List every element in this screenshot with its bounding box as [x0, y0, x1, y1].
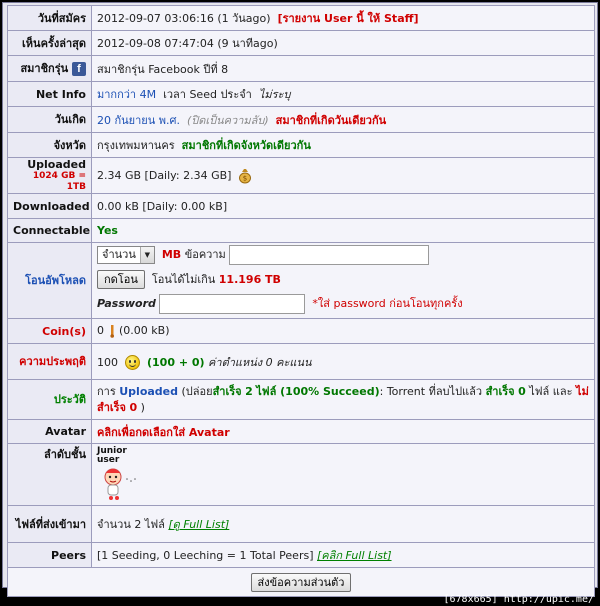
transfer-row-3: [97, 293, 589, 317]
rank-badge: [97, 447, 153, 501]
behavior-label: ความประพฤติ: [8, 344, 92, 380]
join-date-value: 2012-09-07 03:06:16 (1 วันago): [97, 12, 271, 25]
transfer-cell: [92, 243, 595, 319]
history-prefix: การ: [97, 384, 116, 398]
behavior-score: 100: [97, 355, 118, 369]
seed-time-prefix: เวลา Seed ประจำ: [163, 88, 252, 101]
history-success-count: 2: [245, 384, 253, 398]
member-gen-value: สมาชิกรุ่น Facebook ปีที่ 8: [92, 56, 595, 82]
birthday-label: วันเกิด: [8, 107, 92, 133]
password-label: Password: [97, 297, 156, 310]
connectable-cell: [92, 219, 595, 243]
history-fail-count: 0: [129, 400, 138, 414]
profile-frame: [2, 2, 598, 588]
peers-value: [1 Seeding, 0 Leeching = 1 Total Peers]: [97, 549, 314, 562]
history-uploaded-word: Uploaded: [119, 384, 179, 398]
history-and-word: และ: [552, 384, 573, 398]
rank-label: ลำดับชั้น: [8, 444, 92, 506]
bag-icon: [238, 168, 252, 184]
history-deleted-word: สำเร็จ: [485, 384, 515, 398]
uploaded-label: Uploaded: [27, 158, 86, 171]
transfer-limit-value: 11.196 TB: [218, 273, 281, 286]
member-gen-label-cell: [8, 56, 92, 82]
history-success-word: สำเร็จ: [212, 384, 242, 398]
send-message-row: [8, 568, 595, 597]
province-value: กรุงเทพมหานคร: [97, 139, 175, 152]
birthday-cell: [92, 107, 595, 133]
behavior-formula: (100 + 0): [147, 355, 205, 369]
svg-text:$: $: [243, 174, 248, 182]
password-input[interactable]: [159, 294, 305, 314]
province-cell: [92, 133, 595, 158]
rank-cell: [92, 444, 595, 506]
downloaded-label: Downloaded: [8, 194, 92, 219]
chevron-down-icon: ▼: [140, 247, 154, 263]
coins-cell: [92, 319, 595, 344]
transfer-row-1: [97, 244, 589, 269]
avatar-cell: [92, 420, 595, 444]
same-province-link[interactable]: สมาชิกที่เกิดจังหวัดเดียวกัน: [181, 139, 311, 152]
member-gen-label: สมาชิกรุ่น: [20, 61, 69, 75]
join-date-label: วันที่สมัคร: [8, 6, 92, 31]
smiley-icon: [125, 355, 140, 370]
net-info-cell: [92, 82, 595, 107]
facebook-icon: f: [72, 62, 86, 76]
coins-label: Coin(s): [8, 319, 92, 344]
net-speed: มากกว่า 4M: [97, 88, 157, 101]
seed-time-value: ไม่ระบุ: [258, 88, 291, 101]
uploaded-value: 2.34 GB [Daily: 2.34 GB]: [97, 168, 232, 182]
behavior-cell: [92, 344, 595, 380]
province-label: จังหวัด: [8, 133, 92, 158]
history-cell: [92, 380, 595, 420]
coin-stick-icon: [108, 324, 116, 338]
transfer-row-2: [97, 269, 589, 293]
join-date-cell: [92, 6, 595, 31]
last-seen-value: 2012-09-08 07:47:04 (9 นาทีago): [92, 31, 595, 56]
connectable-value: Yes: [97, 224, 118, 237]
uploaded-note: 1024 GB = 1TB: [32, 171, 86, 192]
files-cell: [92, 506, 595, 543]
files-full-list-link[interactable]: [ดู Full List]: [168, 518, 230, 531]
history-fail-word: ไม่สำเร็จ: [97, 384, 589, 414]
amount-select[interactable]: [97, 246, 155, 264]
junior-user-icon: [97, 465, 147, 501]
transfer-button[interactable]: กดโอน: [97, 270, 145, 289]
rank-badge-line1: Junior: [97, 446, 127, 456]
peers-full-list-link[interactable]: [คลิก Full List]: [317, 549, 392, 562]
files-label: ไฟล์ที่ส่งเข้ามา: [8, 506, 92, 543]
profile-table: [7, 5, 595, 597]
amount-select-value: จำนวน: [102, 248, 136, 261]
peers-cell: [92, 543, 595, 568]
uploaded-cell: [92, 158, 595, 194]
last-seen-label: เห็นครั้งล่าสุด: [8, 31, 92, 56]
rank-badge-line2: user: [97, 455, 120, 465]
transfer-limit-prefix: โอนได้ไม่เกิน: [151, 273, 216, 286]
history-close-paren: ): [140, 400, 145, 414]
message-label: ข้อความ: [184, 248, 226, 261]
connectable-label: Connectable: [8, 219, 92, 243]
footer-watermark: [678x665] http://upic.me/: [443, 594, 594, 605]
peers-label: Peers: [8, 543, 92, 568]
birthday-date: 20 กันยายน พ.ศ.: [97, 113, 180, 127]
mb-label: MB: [161, 248, 182, 261]
history-torrent-text: : Torrent ที่ลบไปแล้ว: [379, 384, 483, 398]
transfer-label: โอนอัพโหลด: [8, 243, 92, 319]
password-note: *ใส่ password ก่อนโอนทุกครั้ง: [312, 297, 463, 310]
history-deleted-count: 0: [518, 384, 526, 398]
avatar-label: Avatar: [8, 420, 92, 444]
coins-kb: (0.00 kB): [119, 324, 170, 337]
same-birthday-link[interactable]: สมาชิกที่เกิดวันเดียวกัน: [275, 113, 387, 127]
choose-avatar-link[interactable]: คลิกเพื่อกดเลือกใส่ Avatar: [97, 425, 230, 439]
downloaded-value: 0.00 kB [Daily: 0.00 kB]: [92, 194, 595, 219]
net-info-label: Net Info: [8, 82, 92, 107]
send-message-button[interactable]: ส่งข้อความส่วนตัว: [251, 573, 352, 592]
birthday-secret: (ปิดเป็นความลับ): [186, 113, 269, 127]
history-success-tail: ไฟล์ (100% Succeed): [256, 384, 380, 398]
history-open-paren: (ปล่อย: [181, 384, 213, 398]
history-files-word: ไฟล์: [529, 384, 550, 398]
uploaded-label-cell: [8, 158, 92, 194]
coins-value: 0: [97, 324, 104, 337]
report-user-link[interactable]: [รายงาน User นี้ ให้ Staff]: [277, 12, 419, 25]
history-label: ประวัติ: [8, 380, 92, 420]
files-value: จำนวน 2 ไฟล์: [97, 518, 165, 531]
message-input[interactable]: [229, 245, 429, 265]
behavior-rank-note: ค่าตำแหน่ง 0 คะแนน: [208, 355, 312, 369]
